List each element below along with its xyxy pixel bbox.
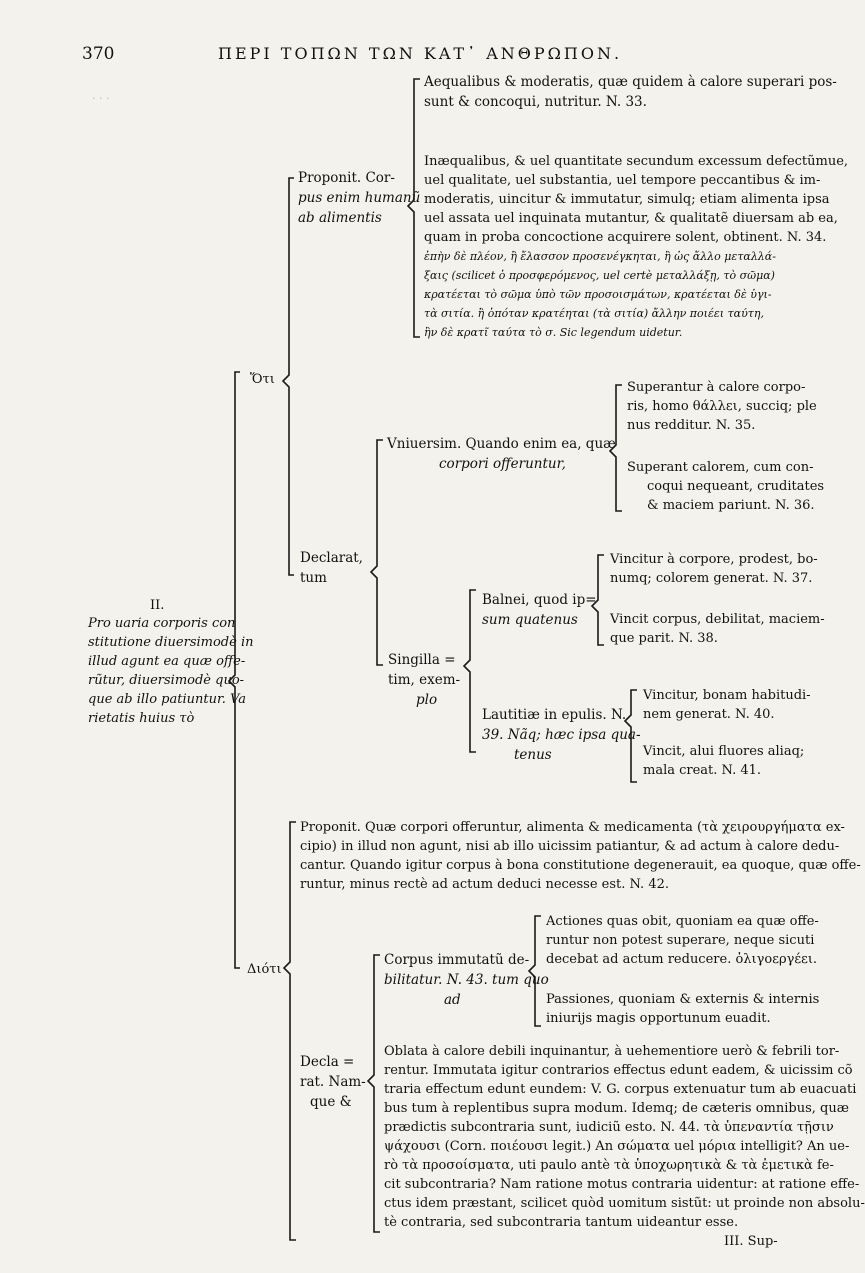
root-line: rietatis huius τὸ: [88, 711, 195, 726]
declarat2-brace: [368, 955, 380, 1232]
balnei-vincitur-text: Vincitur à corpore, prodest, bo- numq; colorem generat. N. 37.: [610, 552, 818, 586]
singillatim-brace: [464, 590, 476, 752]
balnei-text: Balnei, quod ip= sum quatenus: [482, 592, 597, 628]
balnei-vincit-text: Vincit corpus, debilitat, maciem- que parit. N. 38.: [610, 612, 825, 646]
oti-label: Ὅτι: [250, 372, 275, 387]
root-line: illud agunt ea quæ offe-: [88, 654, 246, 669]
root-line: rũtur, diuersimodè quo-: [88, 673, 245, 688]
lautitiae-vincitur-text: Vincitur, bonam habitudi- nem generat. N. 40.: [643, 688, 811, 722]
superantur-text: Superantur à calore corpo- ris, homo θάλλει, succiq; ple nus redditur. N. 35.: [627, 380, 817, 433]
oti-declarat-label: Declarat, tum: [300, 550, 363, 586]
root-numeral: II.: [150, 598, 165, 613]
page-number: 370: [82, 44, 115, 64]
passiones-text: Passiones, quoniam & externis & internis iniurijs magis opportunum euadit.: [546, 992, 820, 1026]
root-line: Pro uaria corporis con: [88, 616, 236, 631]
lautitiae-vincit-text: Vincit, alui fluores aliaq; mala creat. N. 41.: [643, 744, 805, 778]
oti-brace: [283, 178, 294, 575]
superant-text: Superant calorem, cum con- coqui nequeant, cruditates & maciem pariunt. N. 36.: [627, 460, 825, 513]
aequalibus-text: Aequalibus & moderatis, quæ quidem à calore superari pos- sunt & concoqui, nutritur. N. 33.: [424, 74, 837, 110]
catchword: III. Sup-: [724, 1234, 778, 1249]
declarat-brace: [371, 440, 383, 665]
inaequalibus-text: Inæqualibus, & uel quantitate secundum excessum defectũmue, uel qualitate, uel substantia, uel tempore peccantibus & im- moderatis, uincitur & immutatur, simulq; etiam alimenta ipsa uel assata uel inquinata mutantur, & qualitatẽ diuersam ab ea, quam in proba concoctione acquirere solent, obtinent. N. 34. ἐπὴν δὲ πλέον, ἢ ἔλασσον προσενέγκηται, ἢ ὡς ἄλλο μεταλλά- ξαις (scilicet ὁ προσφερόμενος, uel certè μεταλλάξῃ, τὸ σῶμα) κρατέεται τὸ σῶμα ὑπὸ τῶν προσοισμάτων, κρατέεται δὲ ὑγι- τὰ σιτία. ἢ ὁπόταν κρατέηται (τὰ σιτία) ἄλλην ποιέει ταύτη, ἣν δὲ κρατῖ ταύτα τὸ σ. Sic legendum uidetur.: [424, 154, 849, 339]
oblata-text: Oblata à calore debili inquinantur, à uehementiore uerò & febrili tor- rentur. Immutata igitur contrarios effectus edunt eadem, & uicissim cõ traria effectum edunt eundem: V. G. corpus extenuatur tum ab euacuati bus tum à replentibus supra modum. Idemq; de cæteris omnibus, quæ prædictis subcontraria sunt, iudiciũ esto. N. 44. τὰ ὑπεναντία τῇσιν ψάχουσι (Corn. ποιέουσι legit.) An σώματα uel μόρια intelligit? An ue- rò τὰ προσοίσματα, uti paulo antè τὰ ὑποχωρητικὰ & τὰ ἐμετικὰ fe- cit subcontraria? Nam ratione motus contraria uidentur: at ratione effe- ctus idem præstant, scilicet quòd uomitum sistũt: ut proinde non absolu- tè contraria, sed subcontraria tantum uideantur esse.: [384, 1044, 865, 1230]
oti-proponit-text: Proponit. Cor- pus enim humanũ ab alimentis: [298, 170, 421, 226]
bleedthrough-text: · · ·: [92, 92, 110, 105]
singillatim-label: Singilla = tim, exem- plo: [388, 652, 461, 708]
corpus-text: Corpus immutatũ de- bilitatur. N. 43. tum quo ad: [384, 952, 549, 1008]
dioti-label: Διότι: [247, 962, 282, 977]
root-line: que ab illo patiuntur. Va: [88, 692, 246, 707]
dioti-brace: [284, 822, 296, 1240]
lautitiae-text: Lautitiæ in epulis. N. 39. Nãq; hæc ipsa qua- tenus: [482, 707, 641, 763]
actiones-text: Actiones quas obit, quoniam ea quæ offe- runtur non potest superare, neque sicuti decebat ad actum reducere. ὀλιγοεργέει.: [546, 914, 819, 967]
universim-text: Vniuersim. Quando enim ea, quæ corpori offeruntur,: [387, 436, 616, 472]
dioti-proponit-text: Proponit. Quæ corpori offeruntur, alimenta & medicamenta (τὰ χειρουργήματα ex- cipio) in illud non agunt, nisi ab illo uicissim patiantur, & ad actum à calore dedu- cantur. Quando igitur corpus à bona constitutione degenerauit, ea quoque, quæ offe- runtur, minus rectè ad actum deduci necesse est. N. 42.: [300, 820, 861, 892]
dioti-declarat-label: Decla = rat. Nam- que &: [300, 1054, 366, 1110]
root-text: [88, 614, 253, 728]
root-line: stitutione diuersimodè in: [88, 635, 254, 650]
running-title: ΠΕΡΙ ΤΟΠΩΝ ΤΩΝ ΚΑΤ᾽ ΑΝΘΡΩΠΟΝ.: [218, 44, 623, 63]
